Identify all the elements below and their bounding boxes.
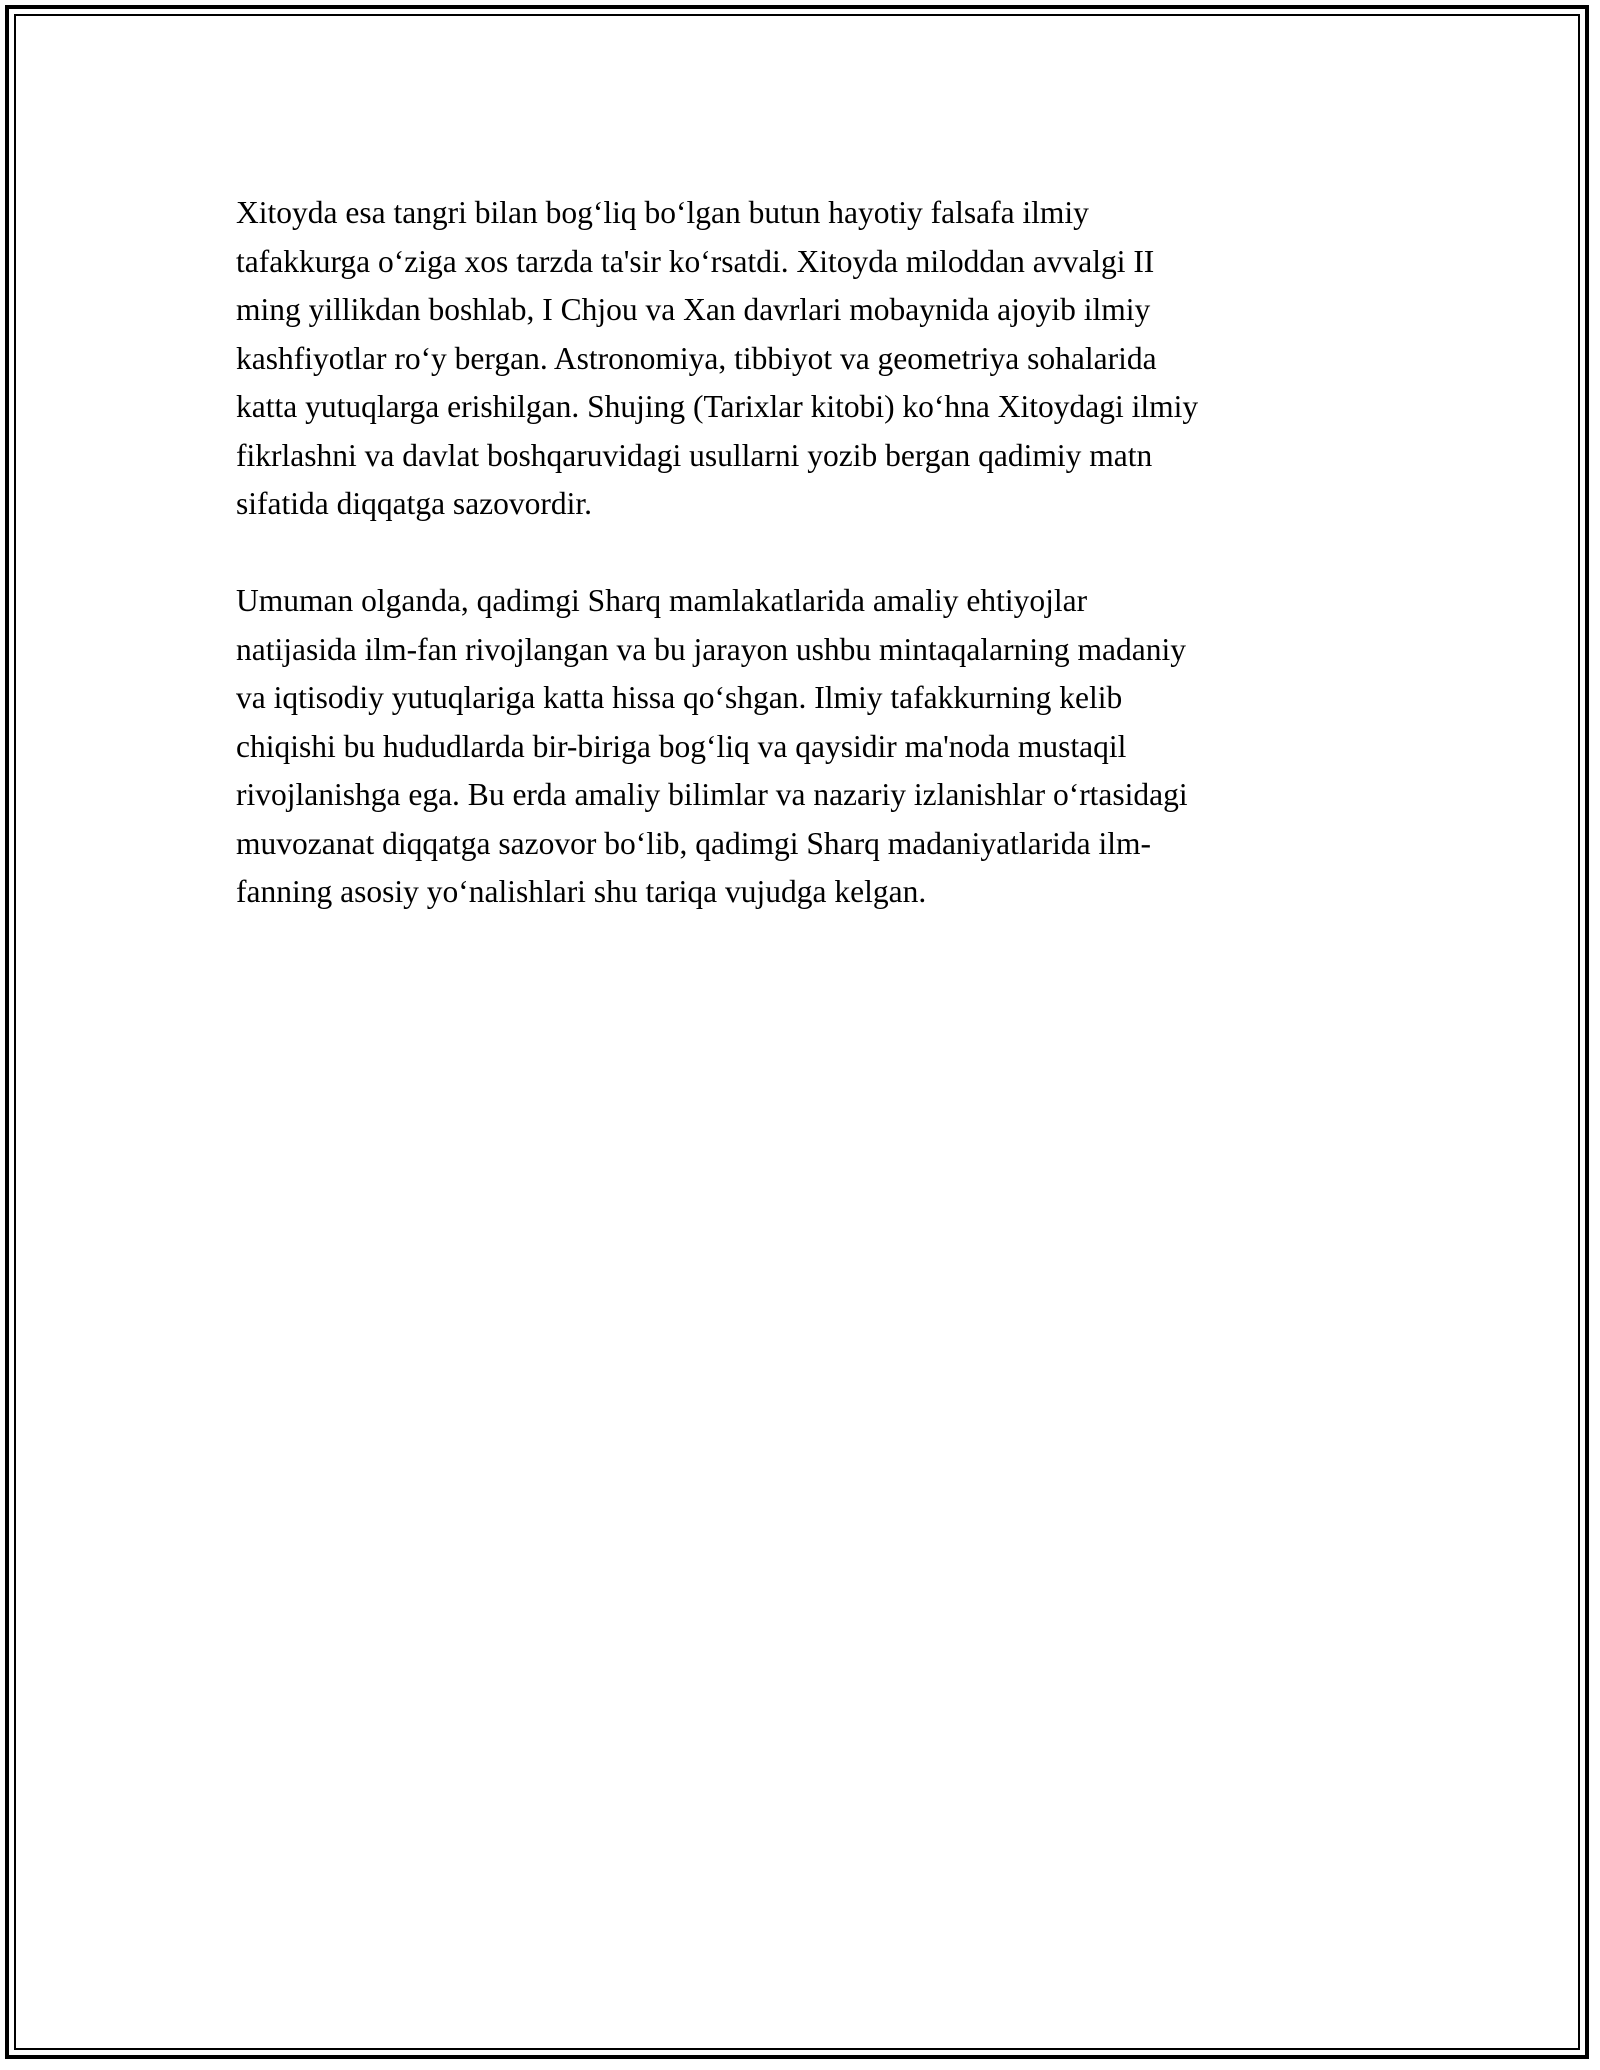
paragraph-line: fanning asosiy yo‘nalishlari shu tariqa vujudga kelgan. [236, 874, 927, 909]
paragraph-line: muvozanat diqqatga sazovor bo‘lib, qadimgi Sharq madaniyatlarida ilm- [236, 825, 1151, 861]
paragraph-line: natijasida ilm-fan rivojlangan va bu jarayon ushbu mintaqalarning madaniy [236, 631, 1186, 667]
paragraph-line: kashfiyotlar ro‘y bergan. Astronomiya, tibbiyot va geometriya sohalarida [236, 340, 1157, 376]
paragraph-line: Umuman olganda, qadimgi Sharq mamlakatlarida amaliy ehtiyojlar [236, 583, 1088, 618]
document-body [236, 189, 1376, 917]
paragraph-line: va iqtisodiy yutuqlariga katta hissa qo‘shgan. Ilmiy tafakkurning kelib [236, 680, 1123, 715]
paragraph-line: ming yillikdan boshlab, I Chjou va Xan davrlari mobaynida ajoyib ilmiy [236, 292, 1151, 327]
paragraph-2 [236, 577, 1376, 917]
paragraph-line: fikrlashni va davlat boshqaruvidagi usullarni yozib bergan qadimiy matn [236, 437, 1153, 473]
paragraph-line: Xitoyda esa tangri bilan bog‘liq bo‘lgan butun hayotiy falsafa ilmiy [236, 195, 1089, 230]
paragraph-1 [236, 189, 1376, 529]
paragraph-line: chiqishi bu hududlarda bir-biriga bog‘liq va qaysidir ma'noda mustaqil [236, 728, 1127, 764]
paragraph-line: katta yutuqlarga erishilgan. Shujing (Tarixlar kitobi) ko‘hna Xitoydagi ilmiy [236, 389, 1199, 424]
paragraph-spacer [236, 529, 1376, 578]
paragraph-line: sifatida diqqatga sazovordir. [236, 486, 593, 521]
paragraph-line: tafakkurga o‘ziga xos tarzda ta'sir ko‘rsatdi. Xitoyda miloddan avvalgi II [236, 243, 1155, 279]
paragraph-line: rivojlanishga ega. Bu erda amaliy bilimlar va nazariy izlanishlar o‘rtasidagi [236, 777, 1188, 812]
